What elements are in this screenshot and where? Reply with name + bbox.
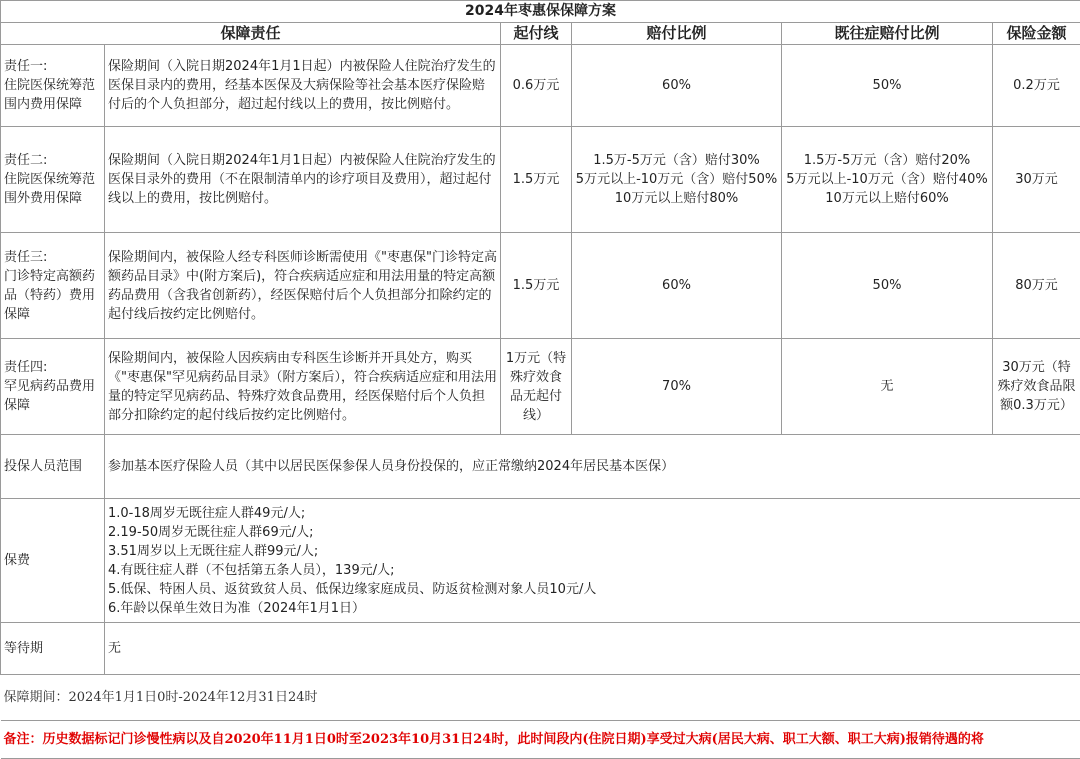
deductible-cell: 1.5万元 [501, 127, 572, 233]
title-row [1, 1, 1080, 23]
ratio-cell: 70% [572, 339, 782, 435]
responsibility-desc: 保险期间内，被保险人经专科医师诊断需使用《"枣惠保"门诊特定高额药品目录》中(附方案后)，符合疾病适应症和用法用量的特定高额药品费用（含我省创新药），经医保赔付后个人负担部分扣除约定的起付线后按约定比例赔付。 [105, 233, 501, 339]
premium-item: 4.有既往症人群（不包括第五条人员），139元/人; [108, 561, 1077, 580]
premium-list [105, 499, 1080, 623]
preexisting-ratio-cell: 1.5万-5万元（含）赔付20% 5万元以上-10万元（含）赔付40% 10万元以上赔付60% [782, 127, 993, 233]
responsibility-name: 责任三: 门诊特定高额药品（特药）费用保障 [1, 233, 105, 339]
coverage-period: 保障期间：2024年1月1日0时-2024年12月31日24时 [1, 675, 1080, 721]
responsibility-desc: 保险期间（入院日期2024年1月1日起）内被保险人住院治疗发生的医保目录外的费用（不在限制清单内的诊疗项目及费用），超过起付线以上的费用，按比例赔付。 [105, 127, 501, 233]
premium-item: 3.51周岁以上无既往症人群99元/人; [108, 542, 1077, 561]
responsibility-name: 责任四: 罕见病药品费用保障 [1, 339, 105, 435]
waiting-label: 等待期 [1, 623, 105, 675]
premium-item: 5.低保、特困人员、返贫致贫人员、低保边缘家庭成员、防返贫检测对象人员10元/人 [108, 580, 1077, 599]
plan-title: 2024年枣惠保保障方案 [1, 1, 1080, 23]
scope-label: 投保人员范围 [1, 435, 105, 499]
deductible-cell: 0.6万元 [501, 45, 572, 127]
deductible-cell: 1.5万元 [501, 233, 572, 339]
waiting-value: 无 [105, 623, 1080, 675]
table-row [1, 339, 1080, 435]
responsibility-desc-text: 保险期间内，被保险人因疾病由专科医生诊断并开具处方，购买《"枣惠保"罕见病药品目录》（附方案后），符合疾病适应症和用法用量的特定罕见病药品、特殊疗效食品费用，经医保赔付后个人负担部分扣除约定的起付线后按约定比例赔付。 [108, 349, 497, 425]
amount-cell: 0.2万元 [993, 45, 1080, 127]
premium-item: 6.年龄以保单生效日为准（2024年1月1日） [108, 599, 1077, 618]
header-deductible: 起付线 [501, 23, 572, 45]
preexisting-ratio-cell: 无 [782, 339, 993, 435]
responsibility-name: 责任二: 住院医保统筹范围外费用保障 [1, 127, 105, 233]
table-row [1, 233, 1080, 339]
responsibility-name: 责任一: 住院医保统筹范围内费用保障 [1, 45, 105, 127]
premium-row [1, 499, 1080, 623]
remark-note: 备注：历史数据标记门诊慢性病以及自2020年11月1日0时至2023年10月31日24时，此时间段内(住院日期)享受过大病(居民大病、职工大额、职工大病)报销待遇的将 [1, 721, 1080, 759]
ratio-cell: 1.5万-5万元（含）赔付30% 5万元以上-10万元（含）赔付50% 10万元以上赔付80% [572, 127, 782, 233]
amount-cell: 30万元（特殊疗效食品限额0.3万元） [993, 339, 1080, 435]
amount-cell: 80万元 [993, 233, 1080, 339]
period-row [1, 675, 1080, 721]
header-preexisting-ratio: 既往症赔付比例 [782, 23, 993, 45]
premium-item: 1.0-18周岁无既往症人群49元/人; [108, 504, 1077, 523]
waiting-row [1, 623, 1080, 675]
table-row [1, 45, 1080, 127]
amount-cell: 30万元 [993, 127, 1080, 233]
ratio-cell: 60% [572, 45, 782, 127]
header-amount: 保险金额 [993, 23, 1080, 45]
ratio-cell: 60% [572, 233, 782, 339]
scope-value: 参加基本医疗保险人员（其中以居民医保参保人员身份投保的，应正常缴纳2024年居民基本医保） [105, 435, 1080, 499]
responsibility-desc: 保险期间（入院日期2024年1月1日起）内被保险人住院治疗发生的医保目录内的费用，经基本医保及大病保险等社会基本医疗保险赔付后的个人负担部分，超过起付线以上的费用，按比例赔付。 [105, 45, 501, 127]
scope-row [1, 435, 1080, 499]
preexisting-ratio-cell: 50% [782, 233, 993, 339]
deductible-cell: 1万元（特殊疗效食品无起付线） [501, 339, 572, 435]
header-ratio: 赔付比例 [572, 23, 782, 45]
header-responsibility: 保障责任 [1, 23, 501, 45]
note-row [1, 721, 1080, 759]
responsibility-desc [105, 339, 501, 435]
table-row [1, 127, 1080, 233]
premium-label: 保费 [1, 499, 105, 623]
preexisting-ratio-cell: 50% [782, 45, 993, 127]
premium-item: 2.19-50周岁无既往症人群69元/人; [108, 523, 1077, 542]
header-row [1, 23, 1080, 45]
